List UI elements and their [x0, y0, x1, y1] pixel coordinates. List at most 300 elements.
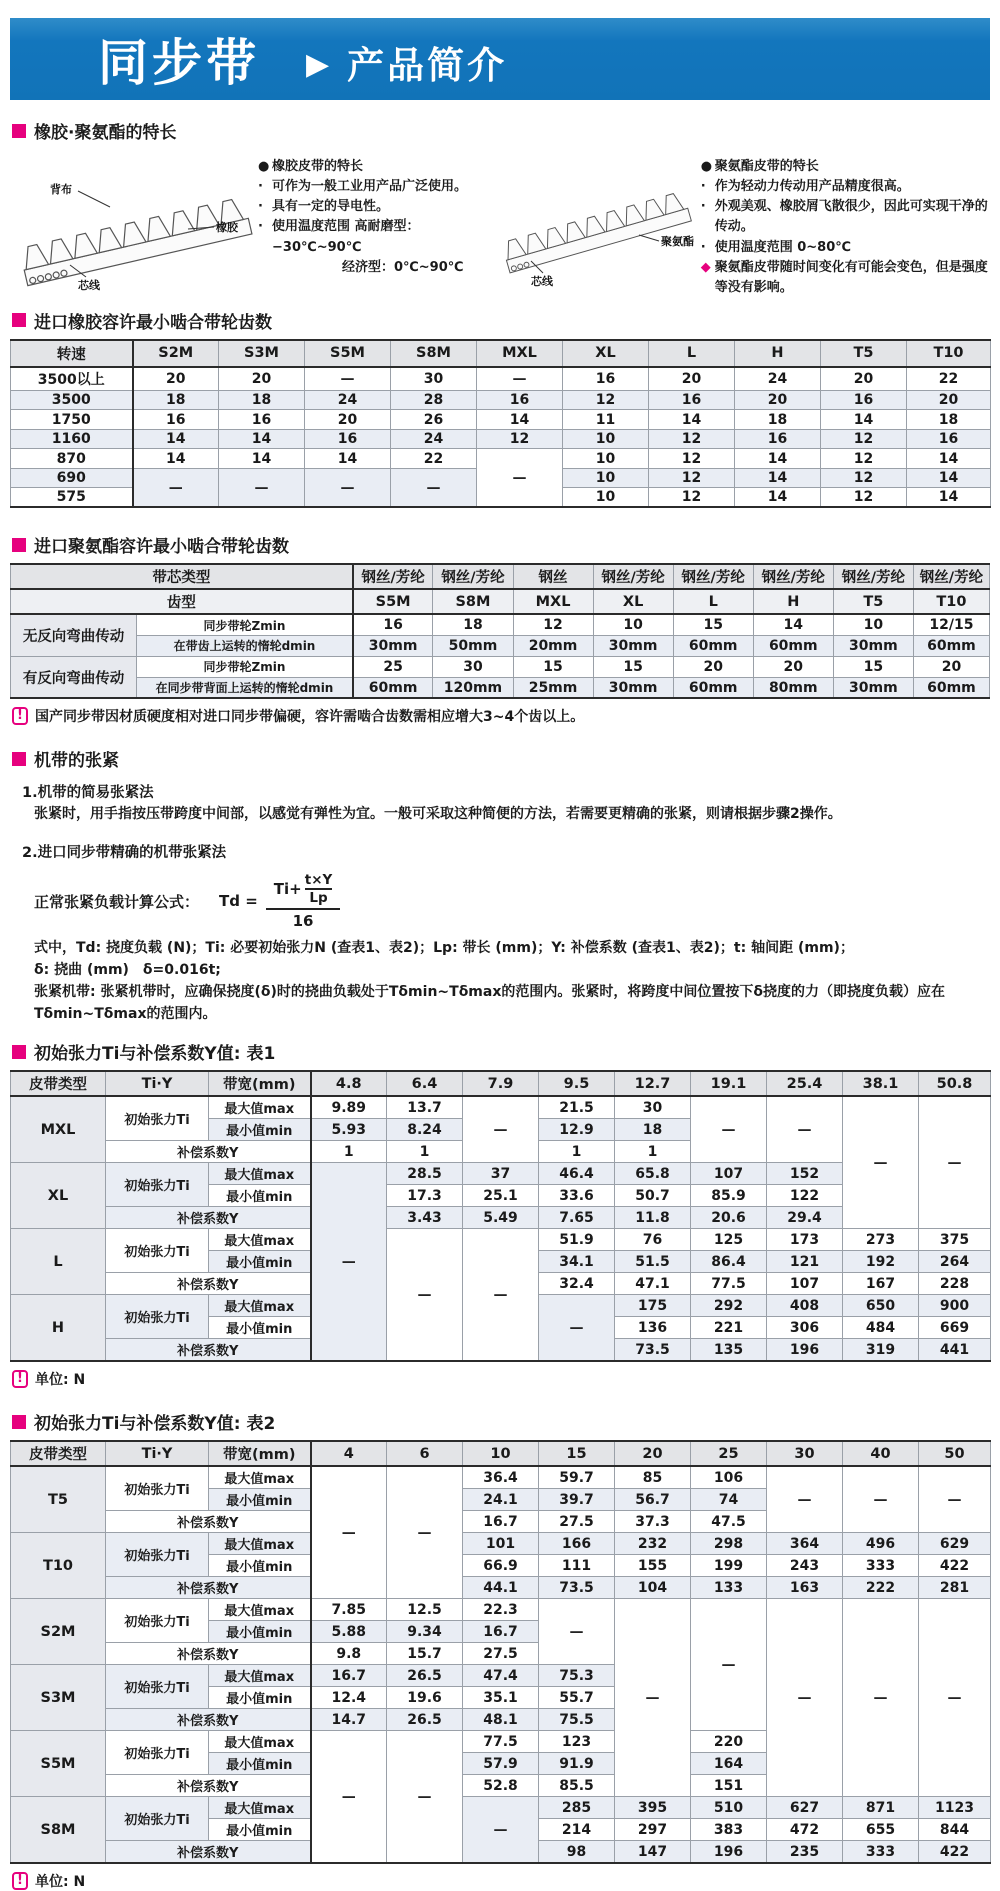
table-cell: 20: [305, 410, 391, 430]
section-title: 橡胶·聚氨酯的特长: [34, 123, 177, 143]
table-cell: 22.3: [463, 1599, 539, 1621]
column-header: 转速: [11, 340, 133, 367]
empty-dash-cell: —: [311, 1163, 387, 1362]
table-cell: 120mm: [433, 677, 513, 698]
empty-dash-cell: —: [463, 1096, 539, 1163]
table-cell: 74: [691, 1489, 767, 1511]
formula-td: Td =: [219, 892, 258, 911]
table-cell: 钢丝/芳纶: [673, 564, 753, 589]
table-cell: 27.5: [463, 1643, 539, 1665]
table-cell: 51.5: [615, 1251, 691, 1273]
table-cell: S8M: [11, 1797, 106, 1864]
empty-dash-cell: —: [387, 1731, 463, 1864]
table-cell: 20mm: [513, 635, 593, 656]
empty-dash-cell: —: [387, 1466, 463, 1599]
table-cell: 228: [919, 1273, 991, 1295]
table-cell: 36.4: [463, 1466, 539, 1489]
table-cell: 383: [691, 1819, 767, 1841]
table-cell: 319: [843, 1339, 919, 1362]
formula-legend-2: δ: 挠曲 (mm) δ=0.016t;: [34, 962, 221, 979]
table-cell: 1: [387, 1141, 463, 1163]
table-cell: 钢丝/芳纶: [913, 564, 989, 589]
table-cell: 最小值min: [209, 1621, 311, 1643]
column-header: 25.4: [767, 1071, 843, 1096]
table-cell: 164: [691, 1753, 767, 1775]
table-cell: 12.9: [539, 1119, 615, 1141]
table-cell: 钢丝/芳纶: [433, 564, 513, 589]
column-header: 4: [311, 1441, 387, 1466]
column-header: MXL: [477, 340, 563, 367]
table-cell: 20: [735, 390, 821, 410]
empty-dash-cell: —: [615, 1599, 691, 1797]
table-cell: 85.9: [691, 1185, 767, 1207]
table-cell: 32.4: [539, 1273, 615, 1295]
column-header: 9.5: [539, 1071, 615, 1096]
table-cell: 最小值min: [209, 1819, 311, 1841]
feature-item: 可作为一般工业用产品广泛使用。: [272, 179, 468, 195]
table-cell: H: [11, 1295, 106, 1362]
table-cell: 25: [353, 656, 433, 677]
table-cell: 14: [133, 429, 219, 449]
table-cell: 16: [907, 429, 991, 449]
table-cell: 22: [907, 367, 991, 391]
table-cell: 14.7: [311, 1709, 387, 1731]
table-cell: 25.1: [463, 1185, 539, 1207]
table-cell: 75.3: [539, 1665, 615, 1687]
table-cell: 12: [477, 429, 563, 449]
table-cell: 155: [615, 1555, 691, 1577]
empty-dash-cell: —: [477, 367, 563, 391]
column-header: 7.9: [463, 1071, 539, 1096]
table-cell: 292: [691, 1295, 767, 1317]
table-cell: 24.1: [463, 1489, 539, 1511]
table-cell: 15: [673, 614, 753, 635]
table-cell: 12: [563, 390, 649, 410]
column-header: 20: [615, 1441, 691, 1466]
table-cell: 初始张力Ti: [106, 1466, 209, 1511]
table-cell: 初始张力Ti: [106, 1096, 209, 1141]
table-cell: 870: [11, 449, 133, 469]
column-header: 30: [767, 1441, 843, 1466]
column-header: 12.7: [615, 1071, 691, 1096]
empty-dash-cell: —: [539, 1599, 615, 1665]
table-cell: 钢丝/芳纶: [593, 564, 673, 589]
initial-tension-table-1: [10, 1070, 990, 1362]
note-text: 国产同步带因材质硬度相对进口同步带偏硬，容许需啮合齿数需相应增大3~4个齿以上。: [35, 709, 585, 726]
table-cell: 35.1: [463, 1687, 539, 1709]
table-cell: S5M: [11, 1731, 106, 1797]
column-header: 15: [539, 1441, 615, 1466]
table-cell: 441: [919, 1339, 991, 1362]
column-header: Ti·Y: [106, 1441, 209, 1466]
table-cell: 871: [843, 1797, 919, 1819]
table-cell: L: [11, 1229, 106, 1295]
table-cell: 初始张力Ti: [106, 1229, 209, 1273]
table-cell: 16.7: [463, 1621, 539, 1643]
table-cell: 25mm: [513, 677, 593, 698]
table-cell: 18: [219, 390, 305, 410]
table-cell: 20: [913, 656, 989, 677]
table-cell: 273: [843, 1229, 919, 1251]
empty-dash-cell: —: [311, 1731, 387, 1864]
section-title: 初始张力Ti与补偿系数Y值: 表1: [34, 1044, 276, 1065]
section-rubber-min-teeth: [12, 308, 988, 333]
item-bullet: ·: [700, 239, 706, 255]
item-bullet: ·: [258, 219, 263, 235]
table-cell: 13.7: [387, 1096, 463, 1119]
column-header: 19.1: [691, 1071, 767, 1096]
table-cell: L: [673, 589, 753, 614]
table-cell: 最小值min: [209, 1185, 311, 1207]
table-cell: 14: [753, 614, 833, 635]
table-cell: 37: [463, 1163, 539, 1185]
table-cell: 900: [919, 1295, 991, 1317]
table-cell: 123: [539, 1731, 615, 1753]
table-cell: XL: [593, 589, 673, 614]
item-bullet: ·: [258, 179, 263, 195]
table-cell: T10: [913, 589, 989, 614]
table-cell: 690: [11, 468, 133, 488]
table-cell: 46.4: [539, 1163, 615, 1185]
table-cell: 175: [615, 1295, 691, 1317]
table-cell: 5.93: [311, 1119, 387, 1141]
table-cell: 20: [133, 367, 219, 391]
table-cell: 12.4: [311, 1687, 387, 1709]
section-bullet-icon: [12, 538, 26, 552]
table-cell: 补偿系数Y: [106, 1841, 311, 1864]
tensioning-note: 张紧机带: 张紧机带时，应确保挠度(δ)时的挠曲负载处于Tδmin~Tδmax的范围内。张紧时，将跨度中间位置按下δ挠度的力（即挠度负载）应在Tδmin~Tδmax的范围内。: [34, 983, 945, 1022]
feature-item: 聚氨酯皮带随时间变化有可能会变色，但是强度等没有影响。: [714, 259, 988, 295]
table-cell: 14: [305, 449, 391, 469]
table-cell: 364: [767, 1533, 843, 1555]
table-cell: 75.5: [539, 1709, 615, 1731]
table-cell: 472: [767, 1819, 843, 1841]
table-cell: 76: [615, 1229, 691, 1251]
empty-dash-cell: —: [391, 468, 477, 507]
table-cell: 最大值max: [209, 1665, 311, 1687]
column-header: S5M: [305, 340, 391, 367]
table-cell: 8.24: [387, 1119, 463, 1141]
table-cell: 12: [649, 468, 735, 488]
table-cell: 125: [691, 1229, 767, 1251]
dot-bullet-icon: ●: [700, 159, 713, 174]
table-cell: 26.5: [387, 1665, 463, 1687]
table-cell: 30mm: [833, 677, 913, 698]
table-cell: 77.5: [691, 1273, 767, 1295]
column-header: 带宽(mm): [209, 1071, 311, 1096]
table-cell: 20: [907, 390, 991, 410]
table-cell: 7.85: [311, 1599, 387, 1621]
table-cell: 14: [735, 488, 821, 508]
table-cell: 422: [919, 1841, 991, 1864]
pu-min-teeth-table: [10, 563, 990, 699]
empty-dash-cell: —: [387, 1229, 463, 1362]
table-cell: 12: [821, 488, 907, 508]
table-cell: 初始张力Ti: [106, 1163, 209, 1207]
item-bullet: ·: [700, 199, 706, 215]
table-cell: 14: [907, 449, 991, 469]
table-cell: 44.1: [463, 1577, 539, 1599]
table-cell: T5: [11, 1466, 106, 1533]
table-cell: 12: [821, 429, 907, 449]
formula-legend-1: 式中，Td: 挠度负载 (N)；Ti: 必要初始张力N (查表1、表2)；Lp: 带长 (mm)；Y: 补偿系数 (查表1、表2)；t: 轴间距 (mm)；: [34, 940, 854, 957]
column-header: 带宽(mm): [209, 1441, 311, 1466]
table-cell: 510: [691, 1797, 767, 1819]
table-cell: S8M: [433, 589, 513, 614]
table-cell: 152: [767, 1163, 843, 1185]
table-cell: 243: [767, 1555, 843, 1577]
table-cell: 30: [433, 656, 513, 677]
table-cell: 3500以上: [11, 367, 133, 391]
method2-title: 2.进口同步带精确的机带张紧法: [22, 845, 227, 862]
pu-features-title: 聚氨酯皮带的特长: [714, 159, 819, 174]
table-cell: 281: [919, 1577, 991, 1599]
table-cell: 16: [821, 390, 907, 410]
table-cell: 30mm: [833, 635, 913, 656]
table-cell: 22: [391, 449, 477, 469]
empty-dash-cell: —: [219, 468, 305, 507]
table-cell: 最小值min: [209, 1489, 311, 1511]
table-cell: 27.5: [539, 1511, 615, 1533]
table-cell: 20: [649, 367, 735, 391]
table-cell: 222: [843, 1577, 919, 1599]
table-cell: 20: [219, 367, 305, 391]
table-cell: 12: [649, 429, 735, 449]
table-cell: 220: [691, 1731, 767, 1753]
table-cell: 补偿系数Y: [106, 1273, 311, 1295]
table-cell: 107: [767, 1273, 843, 1295]
table-cell: 395: [615, 1797, 691, 1819]
table-cell: 655: [843, 1819, 919, 1841]
column-header: S8M: [391, 340, 477, 367]
table-cell: 1123: [919, 1797, 991, 1819]
table-cell: 1160: [11, 429, 133, 449]
table-cell: 73.5: [539, 1577, 615, 1599]
section-belt-tension: [12, 746, 988, 771]
table-cell: 最大值max: [209, 1599, 311, 1621]
table-cell: 60mm: [913, 677, 989, 698]
table-cell: 28: [391, 390, 477, 410]
table-cell: 5.49: [463, 1207, 539, 1229]
table-cell: 补偿系数Y: [106, 1775, 311, 1797]
empty-dash-cell: —: [919, 1599, 991, 1797]
table-cell: 16.7: [311, 1665, 387, 1687]
table-cell: 136: [615, 1317, 691, 1339]
table-cell: 221: [691, 1317, 767, 1339]
table-cell: 333: [843, 1555, 919, 1577]
note-text: 单位: N: [35, 1874, 86, 1891]
table-cell: 12: [821, 468, 907, 488]
feature-item: 经济型：0℃~90℃: [342, 259, 464, 275]
table-cell: 9.34: [387, 1621, 463, 1643]
feature-item: 外观美观、橡胶屑飞散很少，因此可实现干净的传动。: [714, 199, 988, 235]
table-cell: 30mm: [593, 635, 673, 656]
table-cell: 14: [477, 410, 563, 430]
table-cell: 12: [649, 488, 735, 508]
column-header: 38.1: [843, 1071, 919, 1096]
empty-dash-cell: —: [767, 1466, 843, 1533]
tension-formula: [34, 872, 988, 930]
table-cell: 18: [433, 614, 513, 635]
table-cell: 107: [691, 1163, 767, 1185]
label-backing-cloth: 背布: [50, 183, 72, 196]
table-cell: 16: [133, 410, 219, 430]
column-header: 皮带类型: [11, 1071, 106, 1096]
features-row: [6, 149, 994, 298]
table-cell: 147: [615, 1841, 691, 1864]
table-cell: 补偿系数Y: [106, 1207, 311, 1229]
column-header: 6.4: [387, 1071, 463, 1096]
table-cell: 钢丝/芳纶: [353, 564, 433, 589]
table-cell: 最大值max: [209, 1229, 311, 1251]
table-cell: 最小值min: [209, 1251, 311, 1273]
empty-dash-cell: —: [843, 1466, 919, 1533]
table-cell: 14: [133, 449, 219, 469]
table-cell: 11: [563, 410, 649, 430]
table-cell: 14: [907, 488, 991, 508]
table-cell: 111: [539, 1555, 615, 1577]
table-cell: 30: [615, 1096, 691, 1119]
table-cell: 167: [843, 1273, 919, 1295]
table-cell: 18: [615, 1119, 691, 1141]
item-bullet: ·: [258, 199, 263, 215]
feature-item: 使用温度范围 高耐磨型：−30℃~90℃: [272, 219, 420, 255]
table-cell: 66.9: [463, 1555, 539, 1577]
initial-tension-table-2: [10, 1440, 990, 1864]
table-cell: 333: [843, 1841, 919, 1864]
table-cell: 34.1: [539, 1251, 615, 1273]
table-cell: 16: [649, 390, 735, 410]
table-cell: 122: [767, 1185, 843, 1207]
table-cell: 59.7: [539, 1466, 615, 1489]
table-cell: 10: [563, 429, 649, 449]
table-cell: 101: [463, 1533, 539, 1555]
table-cell: 85.5: [539, 1775, 615, 1797]
table-cell: 106: [691, 1466, 767, 1489]
note-text: 单位: N: [35, 1372, 86, 1389]
table-cell: 最大值max: [209, 1466, 311, 1489]
section-bullet-icon: [12, 124, 26, 138]
page-banner: [10, 18, 990, 100]
table-cell: 73.5: [615, 1339, 691, 1362]
table-cell: 30mm: [593, 677, 673, 698]
diamond-bullet-icon: ◆: [700, 259, 711, 275]
label-polyurethane: 聚氨酯: [660, 235, 694, 248]
table-cell: MXL: [11, 1096, 106, 1163]
section-title: 进口聚氨酯容许最小啮合带轮齿数: [34, 537, 289, 558]
table-cell: 135: [691, 1339, 767, 1362]
table-cell: 297: [615, 1819, 691, 1841]
table-cell: 50.7: [615, 1185, 691, 1207]
table-cell: 192: [843, 1251, 919, 1273]
table-cell: 最大值max: [209, 1797, 311, 1819]
pu-belt-diagram: [491, 149, 701, 298]
table-cell: 196: [767, 1339, 843, 1362]
table-cell: 14: [649, 410, 735, 430]
table-cell: 18: [133, 390, 219, 410]
table-cell: 15: [833, 656, 913, 677]
table-cell: 24: [391, 429, 477, 449]
table-cell: 最大值max: [209, 1096, 311, 1119]
formula-fraction: [266, 872, 341, 930]
empty-dash-cell: —: [311, 1466, 387, 1599]
empty-dash-cell: —: [691, 1599, 767, 1731]
formula-denominator: 16: [266, 908, 341, 930]
table-cell: 初始张力Ti: [106, 1797, 209, 1841]
section-title: 机带的张紧: [34, 751, 119, 772]
table-cell: MXL: [513, 589, 593, 614]
empty-dash-cell: —: [843, 1096, 919, 1229]
table-cell: 有反向弯曲传动: [11, 656, 137, 698]
column-header: T10: [907, 340, 991, 367]
table-cell: 1: [311, 1141, 387, 1163]
table-cell: 60mm: [673, 635, 753, 656]
table-cell: 3500: [11, 390, 133, 410]
table-cell: 47.4: [463, 1665, 539, 1687]
table-cell: 同步带轮Zmin: [137, 614, 353, 635]
table-cell: 650: [843, 1295, 919, 1317]
table-cell: 844: [919, 1819, 991, 1841]
table-cell: 1: [539, 1141, 615, 1163]
table-cell: 带芯类型: [11, 564, 353, 589]
empty-dash-cell: —: [477, 449, 563, 508]
table-cell: 5.88: [311, 1621, 387, 1643]
column-header: 4.8: [311, 1071, 387, 1096]
table-cell: 26: [391, 410, 477, 430]
empty-dash-cell: —: [843, 1599, 919, 1797]
table-cell: 24: [305, 390, 391, 410]
table-cell: 1: [615, 1141, 691, 1163]
table-cell: 306: [767, 1317, 843, 1339]
label-rubber: 橡胶: [216, 221, 238, 234]
table-cell: 37.3: [615, 1511, 691, 1533]
table-cell: 补偿系数Y: [106, 1709, 311, 1731]
table-cell: 初始张力Ti: [106, 1533, 209, 1577]
table-cell: 14: [735, 449, 821, 469]
table-cell: 20: [673, 656, 753, 677]
table-cell: 齿型: [11, 589, 353, 614]
table-cell: T5: [833, 589, 913, 614]
table-cell: 60mm: [673, 677, 753, 698]
table-cell: 16: [353, 614, 433, 635]
section-bullet-icon: [12, 1415, 26, 1429]
table-cell: 补偿系数Y: [106, 1141, 311, 1163]
table-cell: 补偿系数Y: [106, 1577, 311, 1599]
label-core-wire: 芯线: [530, 275, 553, 288]
table-cell: 47.1: [615, 1273, 691, 1295]
column-header: 6: [387, 1441, 463, 1466]
table-cell: 补偿系数Y: [106, 1339, 311, 1362]
belt-illustration: [491, 149, 701, 291]
formula-lp: Lp: [305, 888, 333, 906]
rubber-min-teeth-table: [10, 339, 990, 509]
table-cell: 7.65: [539, 1207, 615, 1229]
table-cell: 最小值min: [209, 1687, 311, 1709]
note-unit-n: [12, 1369, 988, 1389]
table-cell: 57.9: [463, 1753, 539, 1775]
table-cell: 39.7: [539, 1489, 615, 1511]
column-header: 50: [919, 1441, 991, 1466]
feature-item: 具有一定的导电性。: [272, 199, 390, 215]
table-cell: 最大值max: [209, 1295, 311, 1317]
table-cell: 10: [833, 614, 913, 635]
note-domestic-belt: [12, 706, 988, 726]
empty-dash-cell: —: [767, 1096, 843, 1163]
table-cell: 199: [691, 1555, 767, 1577]
table-cell: 627: [767, 1797, 843, 1819]
table-cell: 在带齿上运转的惰轮dmin: [137, 635, 353, 656]
empty-dash-cell: —: [305, 468, 391, 507]
